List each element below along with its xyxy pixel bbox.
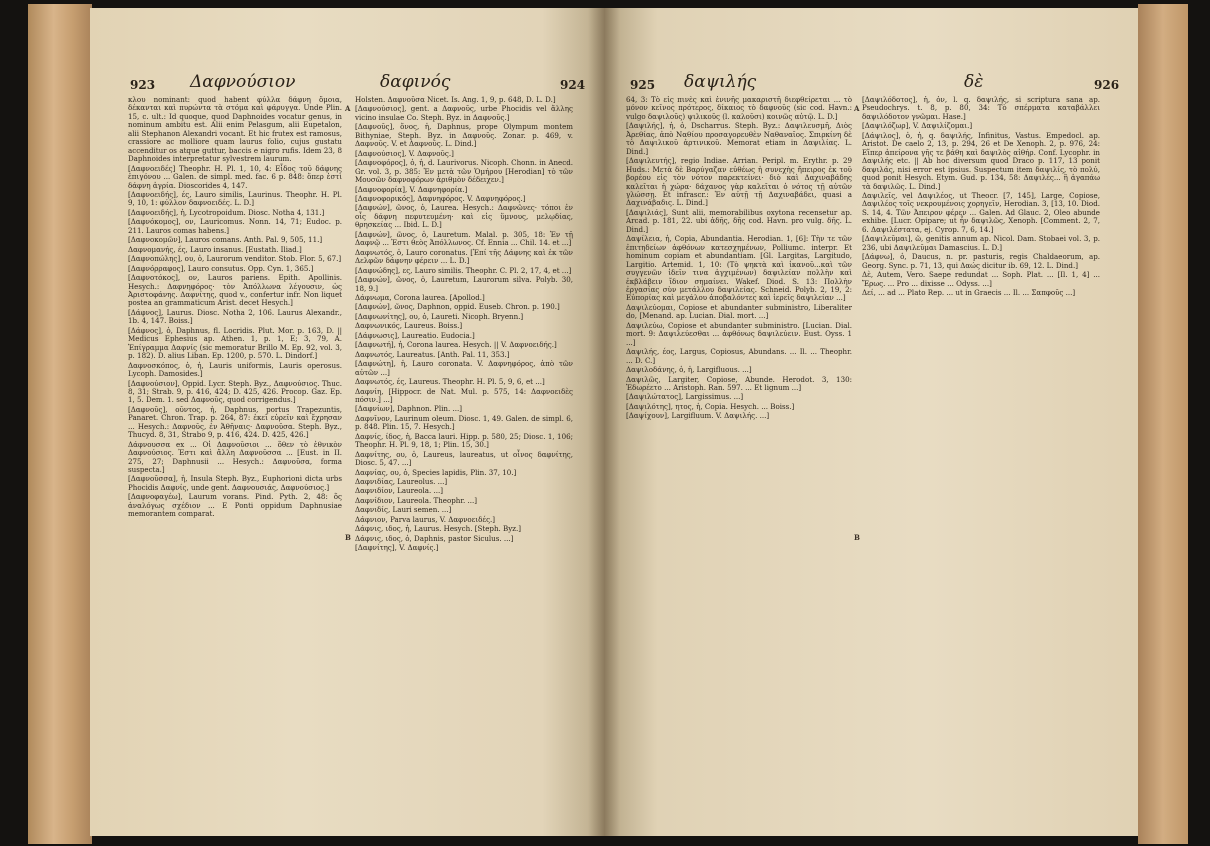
headword-right-2: δὲ <box>964 72 984 92</box>
dictionary-entry: [Δάφνω], ὁ, Daucus, n. pr. pasturis, regis Chaldaeorum, ap. Georg. Sync. p. 71, 13, qui Δαώς dicitur ib. 69, 12. L. Dind.] <box>862 252 1100 270</box>
dictionary-entry: Δαψιλῶς, Largiter, Copiose, Abunde. Herodot. 3, 130: Ἐδωρέετο ... Aristoph. Ran. 597. ... Et lignum ...] <box>626 374 852 392</box>
column-letter-b: B <box>345 533 351 542</box>
dictionary-entry: Δεί, ... ad ... Plato Rep. ... ut in Graecis ... Il. ... Σαπφοῦς ...] <box>862 287 1076 297</box>
dictionary-entry: [Δαφνοφορία], V. Δαφνηφορία.] <box>355 184 468 194</box>
dictionary-entry: Δαψιλεύω, Copiose et abundanter subministro. [Lucian. Dial. mort. 9: Δαψιλεύεσθαι ... ἀφθόνως δαψιλεύειν. Eust. Oyss. 1 ...] <box>626 320 852 347</box>
dictionary-entry: Δαφνίας, ου, ὁ, Species lapidis, Plin. 37, 10.] <box>355 467 517 477</box>
dictionary-entry: [Δάφνωσις], Laureatio. Eudocia.] <box>355 330 475 340</box>
book-edge-left <box>28 4 92 844</box>
dictionary-entry: Δαφνῖνον, Laurinum oleum. Diosc. 1, 49. Galen. de simpl. 6, p. 848. Plin. 15, 7. Hesych.] <box>355 413 573 432</box>
dictionary-entry: [Δαφνοφόρος], ὁ, ἡ, d. Laurivorus. Nicoph. Chonn. in Anecd. Gr. vol. 3, p. 385: Ἐν μετὰ τῶν Ὁμήρου [Herodian] τὸ τῶν Μουσῶν δαφνοφόρων ἀριθμὸν δέδειχεν.] <box>355 158 573 185</box>
book-edge-right <box>1138 4 1188 844</box>
dictionary-entry: Δαψιλεῖς, vel Δαψιλέος, ut Theocr. [7, 145], Large, Copiose, Δαψιλέος τοῖς νεκρουμένοις χορηγεῖν, Herodian. 3, [13, 10. Diod. S. 14, 4. Τῶν Ἀπειρον φέρεν ... Galen. Ad Glauc. 2, Oleo abunde exhibe. [Lucr. Opipare; ut ἦν δαψιλῶς, Xenoph. [Comment. 2, 7, 6. Δαψιλέστατα, ej. Cyrop. 7, 6, 14.] <box>862 190 1100 234</box>
dictionary-entry: Δαψιλεύομαι, Copiose et abundanter subministro, Liberaliter do, [Menand. ap. Lucian. Dial. mort. ...] <box>626 302 852 321</box>
page-number-923: 923 <box>130 78 156 92</box>
left-page-column-2 <box>355 96 573 826</box>
dictionary-entry: Δάφνωμα, Corona laurea. [Apollod.] <box>355 292 485 302</box>
dictionary-entry: Δαφνωτός, ές, Laureus. Theophr. H. Pl. 5, 9, 6, et ...] <box>355 377 545 387</box>
right-page <box>604 8 1138 836</box>
dictionary-entry: [Δαφνωτή], ἡ, Corona laurea. Hesych. || V. Δαφνοειδής.] <box>355 340 557 350</box>
dictionary-entry: κλου nominant: quod habent φύλλα δάφνη ὅμοια, δέκανται καὶ πυρώντα τὰ στόμα καὶ φάρυγγα. Unde Plin. 15, c. ult.: Id quoque, quod Daphnoides vocatur genus, in nominum ambitu est. Alii enim Pelasgum, alii Eupetalon, alii Stephanon Alexandri vocant. Et hic frutex est ramosus, crassiore ac molliore quam laurus folio, cujus gustatu accenditur os atque guttur, baccis e nigro rufis. Idem 23, 8 Daphnoides interpretatur sylvestrem laurum. <box>128 96 342 164</box>
column-letter-b: B <box>854 533 860 542</box>
dictionary-entry: [Δαφνίτης], V. Δαφνίς.] <box>355 543 439 553</box>
dictionary-entry: [Δαφνοκομῶν], Lauros comans. Anth. Pal. 9, 505, 11.] <box>128 235 323 245</box>
dictionary-entry: [Δαψιλευτής], regio Indiae. Arrian. Peripl. m. Erythr. p. 29 Huds.: Μετὰ δὲ Βαρύγαζαν εὐθέως ἡ συνεχὴς ἤπειρος ἐκ τοῦ βορέου εἰς τὸν νότον παρεκτείνει· διὸ καὶ Δαχιναβάδης καλεῖται ἡ χώρα· δάχανος γὰρ καλεῖται ὁ νότος τῇ αὐτῶν γλώσσῃ. Et infrascr.: Ἐν αὐτῇ τῇ Δαχιναβάδει, quasi a Δαχινάβαδις. L. Dind.] <box>626 156 852 208</box>
right-page-column-1 <box>626 96 852 826</box>
page-number-925: 925 <box>630 78 656 92</box>
dictionary-entry: [Δαψιλιάς], Sunt alii, memorabilibus oxytona recensetur ap. Arcad. p. 181, 22. ubi ἀδῆς, δῆς cod. Havn. pro vulg. δῆς. L. Dind.] <box>626 207 852 234</box>
dictionary-entry: Δαφνωτός, ὁ, Lauro coronatus. [Ἐπί τῆς Δάφνης καὶ ἐκ τῶν Δελφῶν δάφνην φέρειν ... L. D.] <box>355 247 573 266</box>
dictionary-entry: [Δαφνοφαγέω], Laurum vorans. Pind. Pyth. 2, 48: ὅς ἀναλόγως σχέδιον ... E Ponti oppidum Daphnusiae memorantem comparat. <box>128 492 342 519</box>
dictionary-entry: [Δαφνοφορικός], Δαφνηφόρος. V. Δαφνηφόρος.] <box>355 193 526 203</box>
dictionary-entry: [Δαφνοειδής], ἡ, Lycotropoidum. Diosc. Notha 4, 131.] <box>128 207 325 217</box>
dictionary-entry: [Δαφνίων], Daphnon. Plin. ...] <box>355 404 462 414</box>
dictionary-entry: Δαφνιδίον, Laureola. ...] <box>355 486 444 496</box>
dictionary-entry: [Δαφνόκομος], ον, Lauricomus. Nonn. 14, 71; Eudoc. p. 211. Lauros comas habens.] <box>128 217 342 235</box>
dictionary-entry: Δαφνιδίς, Lauri semen. ...] <box>355 505 452 515</box>
dictionary-entry: Δαφνίς, ίδος, ἡ, Bacca lauri. Hipp. p. 580, 25; Diosc. 1, 106; Theophr. H. Pl. 9, 18, 1; Plin. 15, 30.] <box>355 431 573 450</box>
column-letter-a: A <box>854 104 860 113</box>
dictionary-entry: [Δάφνος], Laurus. Diosc. Notha 2, 106. Laurus Alexandr., 1b. 4, 147. Boiss.] <box>128 307 342 326</box>
dictionary-entry: Δαφνοσκόπος, ὁ, ἡ, Lauris uniformis, Lauris operosus. Lycoph. Damosides.] <box>128 360 342 379</box>
dictionary-entry: [Δαψίχουν], Largifluum. V. Δαψιλής. ...] <box>626 411 770 421</box>
dictionary-entry: [Δαφνώτη], ἡ, Lauro coronata. V. Δαφνηφόρος, ἀπὸ τῶν αὐτῶν ...] <box>355 359 573 377</box>
dictionary-entry: Δαφνίτης, ου, ὁ, Laureus, laureatus, ut οἶνος δαφνίτης, Diosc. 5, 47. ...] <box>355 449 573 468</box>
dictionary-entry: [Δαψιλώτατος], Largissimus. ...] <box>626 392 744 402</box>
dictionary-entry: Δαφνωτός, Laureatus. [Anth. Pal. 11, 353.] <box>355 349 510 359</box>
dictionary-entry: [Δαφνόρραφος], Lauro consutus. Opp. Cyn. 1, 365.] <box>128 263 314 273</box>
left-page-column-1 <box>128 96 342 826</box>
open-book <box>28 4 1188 844</box>
dictionary-entry: Δάφνις, ιδος, ἡ, Laurus. Hesych. [Steph. Byz.] <box>355 524 521 534</box>
dictionary-entry: [Δαφνών], ῶνος, Daphnon, oppid. Euseb. Chron. p. 190.] <box>355 302 560 312</box>
dictionary-entry: Δαψιλής, έος, Largus, Copiosus, Abundans. ... Il. ... Theophr. ... D. C.] <box>626 347 852 365</box>
dictionary-entry: [Δάφνος], ὁ, Daphnus, fl. Locridis. Plut. Mor. p. 163, D. || Medicus Ephesius ap. Athen. 1, p. 1, E; 3, 79, A. Ἐπίγραμμα Δαφνίς (sic memoratur Brillo M. Ep. 92, vol. 3, p. 182). D. alius Liban. Ep. 1200, p. 570. L. Dindorf.] <box>128 325 342 361</box>
dictionary-entry: Δαψίλεια, ἡ, Copia, Abundantia. Herodian. 1, [6]: Τὴν τε τῶν ἐπιτηδείων ἀφθόνων κατεσχημένων, Polliumc. interpr. Et hominum copiam et abundantiam. [Gl. Largitas, Largitudo, Largitio. Artemid. 1, 10: (Τὸ ψηκτὰ καὶ ἱκανοῦ...καὶ τῶν συγγενῶν ἰδεῖν τινα ἀγχιμένων) δαψιλείαν πολλὴν καὶ ἐκβλάβειν ἴδιον σημαίνει. Wakef. Diod. S. 13: Πολλὴν ἐργασίας σὺν μετάλλου δαψιλείας. Schneid. Polyb. 2, 19, 2: Εὐπορίας καὶ μεγάλου ἀποβαλόντες καὶ ἱερεῖς δαψιλείαν ...] <box>626 234 852 303</box>
dictionary-entry: Δαφνίη, [Hippocr. de Nat. Mul. p. 575, 14: Δαφνοειδὲς πόσιν.] ...] <box>355 386 573 404</box>
dictionary-entry: [Δαφνοῦσσα], ἡ, Insula Steph. Byz., Euphorioni dicta urbs Phocidis Δαφνίς, unde gent. Δαφνουσιάς, Δαφνούσιος.] <box>128 474 342 492</box>
dictionary-entry: [Δαφνοτόκος], ον, Lauros pariens. Epith. Apollinis. Hesych.: Δαφνηφόρος· τὸν Ἀπόλλωνα λέγουσιν, ὡς Ἀριστοφάνης. Δαφνίτης, quod v., confertur infr. Non liquet postea an grammaticum Arist. decet Hesych.] <box>128 273 342 308</box>
page-number-926: 926 <box>1094 78 1120 92</box>
column-letter-a: A <box>345 104 351 113</box>
headword-left-2: δαφινός <box>380 72 451 92</box>
dictionary-entry: [Δαφνοειδής], ές, Lauro similis, Laurinus. Theophr. H. Pl. 9, 10, 1: φύλλον δαφνοειδές. L. D.] <box>128 189 342 208</box>
dictionary-entry: [Δαψιλεῦμαι], ῶ, genitis annum ap. Nicol. Dam. Stobaei vol. 3, p. 236, ubi Δαψιλεῦμαι Damascius. L. D.] <box>862 234 1100 252</box>
dictionary-entry: [Δαφνοῦς], οῦντος, ἡ, Daphnus, portus Trapezuntis, Panaret. Chron. Trap. p. 264, 87: ἐκεῖ εὑρεῖν καὶ ἔχρησαν ... Hesych.: Δαφνοῦς, ἐν Ἀθῆναις· Δαφνοῦσα. Steph. Byz., Thucyd. 8, 31, Strabo 9, p. 416, 424. D. 425, 426.] <box>128 404 342 440</box>
dictionary-entry: [Δαφνών], ῶνος, ὁ, Lauretum, Laurorum silva. Polyb. 30, 18, 9.] <box>355 275 573 293</box>
dictionary-entry: Δαφνιδίας, Laureolus. ...] <box>355 477 448 487</box>
page-number-924: 924 <box>560 78 586 92</box>
dictionary-entry: 64, 3: Τὸ εἰς πινὲς καὶ ἐνινῆς μακαριστῆ διεφθείρεται ... τὸ μόνον κεῖνος πρότερος, δίκαιος τὸ δαφνοῦς (sic cod. Havn.: vulgo δαψιλοῦς) ψιλικοῦς (l. καλοῦσι) κοινῶς αὐτῷ. L. D.] <box>626 96 852 121</box>
dictionary-entry: [Δαψιλότης], ητος, ἡ, Copia. Hesych. ... Boiss.] <box>626 401 795 411</box>
dictionary-entry: [Δαφνώδης], ες, Lauro similis. Theophr. C. Pl. 2, 17, 4, et ...] <box>355 265 572 275</box>
dictionary-entry: Δαφνομανής, ές, Lauro insanus. [Eustath. Iliad.] <box>128 244 302 254</box>
dictionary-entry: Holsten. Δαφνοῦσα Nicet. Is. Ang. 1, 9, p. 648, D. L. D.] <box>355 96 556 104</box>
dictionary-entry: [Δαφνών], ῶνος, ὁ, Laurea. Hesych.: Δαφνῶνες· τόποι ἐν οἷς δάφνη πεφυτευμένη· καὶ εἰς ὕμνους, μελῳδίας, θρησκείας ... Ibid. L. D.] <box>355 203 573 230</box>
dictionary-entry: [Δαφνωνίτης], ου, ὁ, Laureti. Nicoph. Bryenn.] <box>355 311 524 321</box>
headword-left: Δαφνούσιον <box>190 72 296 92</box>
dictionary-entry: [Δαψιλής], ἡ, ὁ, Dscharrus. Steph. Byz.: Δαψιλευσμῆ, Διὸς Ἀρεθίας, ἀπὸ Ναθίου προσαγορευθὲν Ναθαναῖος. Σπιρκίνη δὲ τὸ Δαψιλικοῦ ἀρτινικοῦ. Memorat etiam in Δαψιλίας. L. Dind.] <box>626 121 852 156</box>
dictionary-entry: Δάφνιον, Parva laurus, V. Δαφνοειδές.] <box>355 514 496 524</box>
dictionary-entry: Δαφνίδιον, Laureola. Theophr. ...] <box>355 495 478 505</box>
dictionary-entry: [Δαφνών], ῶνος, ὁ, Lauretum. Malal. p. 305, 18: Ἐν τῇ Δαφνῷ ... Ἐστι θεὸς Ἀπόλλωνος. Cf. Ennia ... Chil. 14. et ...] <box>355 229 573 248</box>
dictionary-entry: [Δαφνούσιος], V. Δαφνοῦς.] <box>355 148 454 158</box>
dictionary-entry: Δαφνωνικός, Laureus. Boiss.] <box>355 321 463 331</box>
book-gutter <box>588 8 620 836</box>
dictionary-entry: [Δαψιλόζωρ], V. Δαψιλίζομαι.] <box>862 121 973 131</box>
dictionary-entry: [Δαφνοειδές] Theophr. H. Pl. 1, 10, 4: Εἶδος τοῦ δάφνης ἐπιγόνου ... Galen. de simpl. med. fac. 6 p. 848: ὅπερ ἐστὶ δάφνη ἀγρία. Dioscorides 4, 147. <box>128 163 342 190</box>
dictionary-entry: [Δαψιλόδοτος], ἡ, ὁν, l. q. δαψιλής, si scriptura sana ap. Pseudochrys. t. 8, p. 80, 34: Τὸ σπέρματα καταβάλλει δαψιλόδοτον γνῶμαι. Hase.] <box>862 96 1100 121</box>
dictionary-entry: Δαψιλοδάνης, ὁ, ἡ, Largifluous. ...] <box>626 365 752 375</box>
dictionary-entry: Δάφνις, ιδος, ὁ, Daphnis, pastor Siculus. ...] <box>355 533 514 543</box>
dictionary-entry: Δάφνουσσα ex ... Οἱ Δαφνοῦσιοι ... ὅθεν τὸ ἐθνικὸν Δαφνούσιος. Ἐστι καὶ ἄλλη Δαφνοῦσσα ... [Eust. in II. 275, 27; Daphnusii ... Hesych.: Δαφνοῦσα, forma suspecta.] <box>128 439 342 475</box>
headword-right: δαψιλής <box>684 72 757 92</box>
dictionary-entry: [Δάψιλος], ὁ, ἡ, q. δαψιλής, Infinitus, Vastus. Empedocl. ap. Aristot. De caelo 2, 13, p. 294, 26 et De Xenoph. 2, p. 976, 24: Εἴπερ ἀπείρονα γῆς τε βάθη καὶ δαψιλὸς αἰθήρ. Conf. Lycophr. in Δαψιλής etc. || Ab hoc diversum quod Draco p. 117, 13 ponit δαψιλάς, nisi error est ipsius. Suspectum item δαψιλίς, τὸ πολύ, quod ponit Hesych. Etym. Gud. p. 134, 58: Δαψιλές... ἢ ἀγαπάω τὰ δαψιλῶς. L. Dind.] <box>862 130 1100 191</box>
dictionary-entry: [Δαφνούσιον], Oppid. Lycr. Steph. Byz., Δαφνούσιος. Thuc. 8, 31; Strab. 9, p. 416, 424; D. 425, 426. Procop. Gaz. Ep. 1, 5. Dem. 1. sed Δαφνοῦς, quod corrigendus.] <box>128 378 342 405</box>
dictionary-entry: [Δαφνούσιος], gent. a Δαφνοῦς, urbe Phocidis vel ἄλλης vicino insulae Co. Steph. Byz. in Δαφνοῦς.] <box>355 104 573 122</box>
dictionary-entry: Δὲ, Autem, Vero. Saepe redundat ... Soph. Plat. ... [Il. 1, 4] ... Ἔρως. ... Pro ... dixisse ... Odyss. ...] <box>862 270 1100 288</box>
dictionary-entry: [Δαφνοῦς], ὄνος, ἡ, Daphnus, prope Olympum montem Bithyniae, Steph. Byz. in Δαφνοῦς. Zonar. p. 469, v. Δαφνοῦς. V. et Δαφνοῦς. L. Dind.] <box>355 122 573 149</box>
dictionary-entry: [Δαφνοπώλης], ου, ὁ, Laurorum venditor. Stob. Flor. 5, 67.] <box>128 254 342 264</box>
right-page-column-2 <box>862 96 1100 826</box>
left-page <box>90 8 604 836</box>
